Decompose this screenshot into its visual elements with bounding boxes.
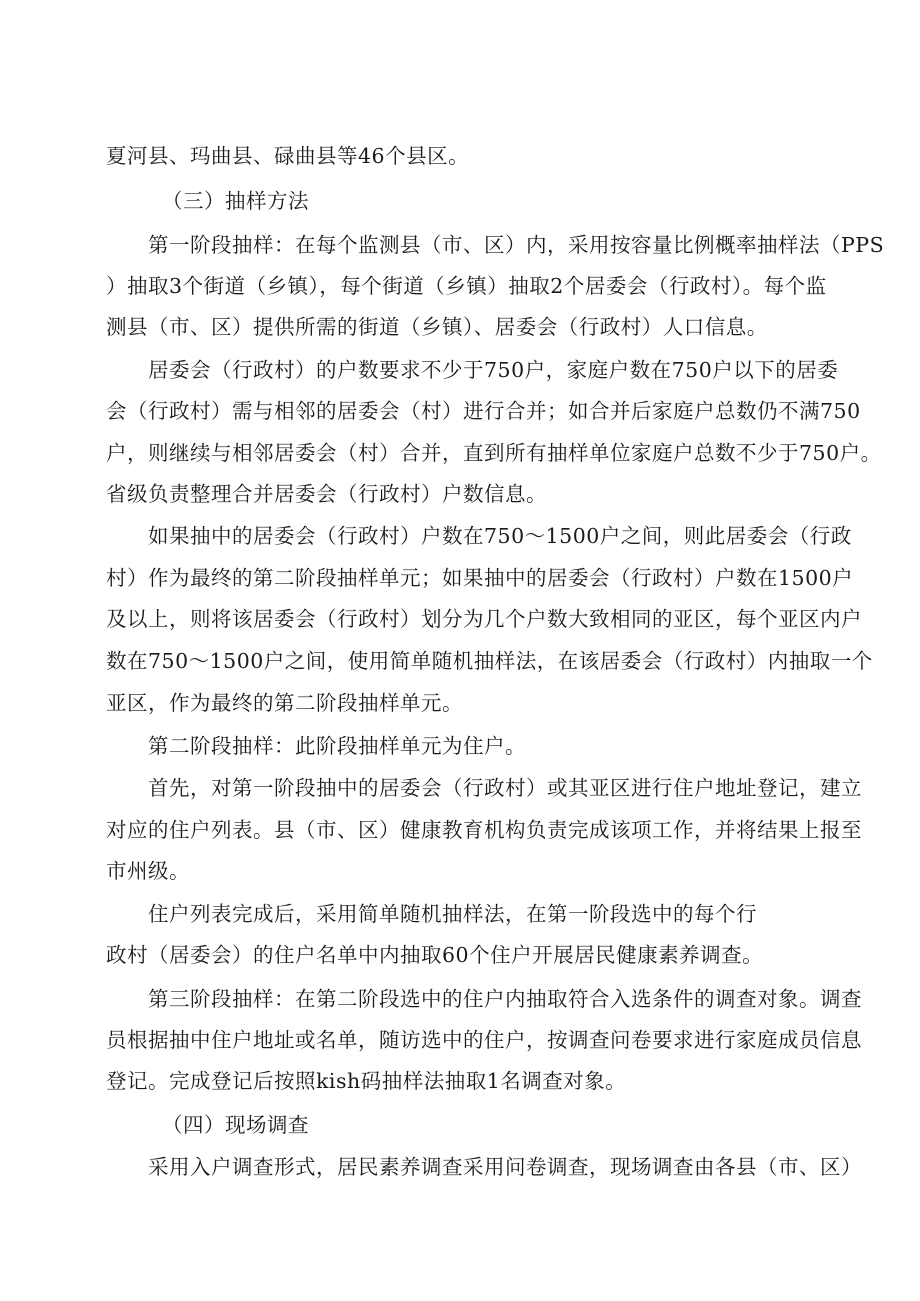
paragraph-line: 首先，对第一阶段抽中的居委会（行政村）或其亚区进行住户地址登记，建立 [148, 776, 862, 800]
paragraph-line: 夏河县、玛曲县、碌曲县等46个县区。 [106, 144, 470, 168]
paragraph-line: 员根据抽中住户地址或名单，随访选中的住户，按调查问卷要求进行家庭成员信息 [106, 1028, 862, 1052]
paragraph-line: 村）作为最终的第二阶段抽样单元；如果抽中的居委会（行政村）户数在1500户 [106, 566, 854, 590]
paragraph-line: 测县（市、区）提供所需的街道（乡镇）、居委会（行政村）人口信息。 [106, 315, 768, 339]
paragraph-line: 对应的住户列表。县（市、区）健康教育机构负责完成该项工作，并将结果上报至 [106, 818, 862, 842]
paragraph-line: 户，则继续与相邻居委会（村）合并，直到所有抽样单位家庭户总数不少于750户。 [106, 441, 882, 465]
paragraph-line: 省级负责整理合并居委会（行政村）户数信息。 [106, 482, 547, 506]
paragraph-line: 采用入户调查形式，居民素养调查采用问卷调查，现场调查由各县（市、区） [148, 1155, 862, 1179]
paragraph-line: 第一阶段抽样：在每个监测县（市、区）内，采用按容量比例概率抽样法（PPS [148, 233, 885, 257]
paragraph-line: 第二阶段抽样：此阶段抽样单元为住户。 [148, 734, 526, 758]
paragraph-line: 住户列表完成后，采用简单随机抽样法，在第一阶段选中的每个行 [148, 902, 757, 926]
paragraph-line: 数在750～1500户之间，使用简单随机抽样法，在该居委会（行政村）内抽取一个 [106, 649, 873, 673]
paragraph-line: 居委会（行政村）的户数要求不少于750户，家庭户数在750户以下的居委 [148, 358, 839, 382]
paragraph-line: 及以上，则将该居委会（行政村）划分为几个户数大致相同的亚区，每个亚区内户 [106, 607, 862, 631]
paragraph-line: 会（行政村）需与相邻的居委会（村）进行合并；如合并后家庭户总数仍不满750 [106, 399, 861, 423]
section-heading: （四）现场调查 [162, 1113, 309, 1137]
paragraph-line: 登记。完成登记后按照kish码抽样法抽取1名调查对象。 [106, 1069, 627, 1093]
paragraph-line: 如果抽中的居委会（行政村）户数在750～1500户之间，则此居委会（行政 [148, 524, 852, 548]
paragraph-line: 政村（居委会）的住户名单中内抽取60个住户开展居民健康素养调查。 [106, 943, 764, 967]
paragraph-line: 第三阶段抽样：在第二阶段选中的住户内抽取符合入选条件的调查对象。调查 [148, 987, 862, 1011]
paragraph-line: ）抽取3个街道（乡镇），每个街道（乡镇）抽取2个居委会（行政村）。每个监 [106, 274, 827, 298]
paragraph-line: 市州级。 [106, 859, 190, 883]
section-heading: （三）抽样方法 [162, 189, 309, 213]
paragraph-line: 亚区，作为最终的第二阶段抽样单元。 [106, 691, 463, 715]
